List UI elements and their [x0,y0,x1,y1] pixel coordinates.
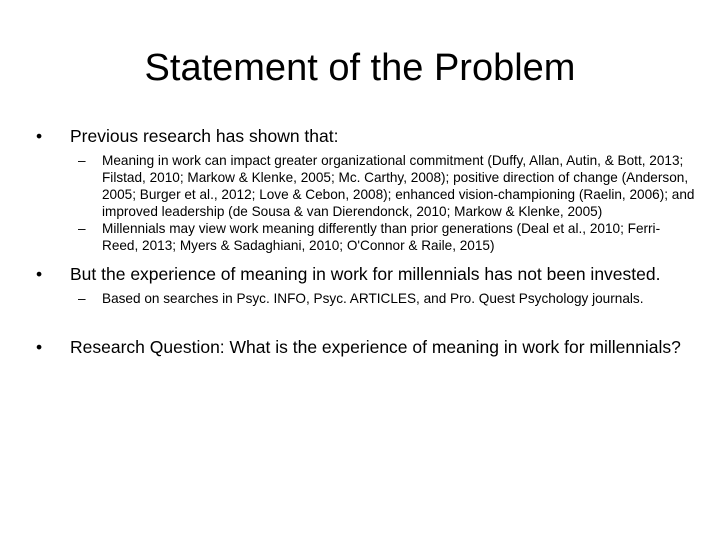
sub-bullet-text: Millennials may view work meaning differently than prior generations (Deal et al., 2010; Ferri-Reed, 2013; Myers & Sadaghiani, 2010; O'Connor & Raile, 2015) [102,221,661,253]
sub-bullet-text: Meaning in work can impact greater organizational commitment (Duffy, Allan, Autin, & Bott, 2013; Filstad, 2010; Markow & Klenke, 2005; Mc. Carthy, 2008); positive direction of change (Anderson, 2005; Burger et al., 2012; Love & Cebon, 2008); enhanced vision-championing (Raelin, 2006); and improved leadership (de Sousa & van Dierendonck, 2010; Markow & Klenke, 2005) [102,153,695,219]
sub-bullet-meaning-outcomes [36,152,696,220]
bullet-text: But the experience of meaning in work for millennials has not been invested. [70,264,661,284]
bullet-previous-research [36,126,696,146]
slide-title: Statement of the Problem [144,47,576,89]
bullet-gap-in-research [36,264,696,284]
dash-icon: – [78,153,86,168]
bullet-dot-icon: • [36,337,43,357]
sub-bullet-database-searches [36,290,696,307]
dash-icon: – [78,291,86,306]
bullet-text: Previous research has shown that: [70,126,339,146]
bullet-dot-icon: • [36,264,43,284]
bullet-text: Research Question: What is the experience of meaning in work for millennials? [70,337,681,357]
sub-bullet-millennials-view [36,220,696,254]
bullet-dot-icon: • [36,126,43,146]
sub-bullet-text: Based on searches in Psyc. INFO, Psyc. ARTICLES, and Pro. Quest Psychology journals. [102,291,644,306]
dash-icon: – [78,221,86,236]
bullet-research-question [36,337,696,357]
slide-content [36,126,696,357]
